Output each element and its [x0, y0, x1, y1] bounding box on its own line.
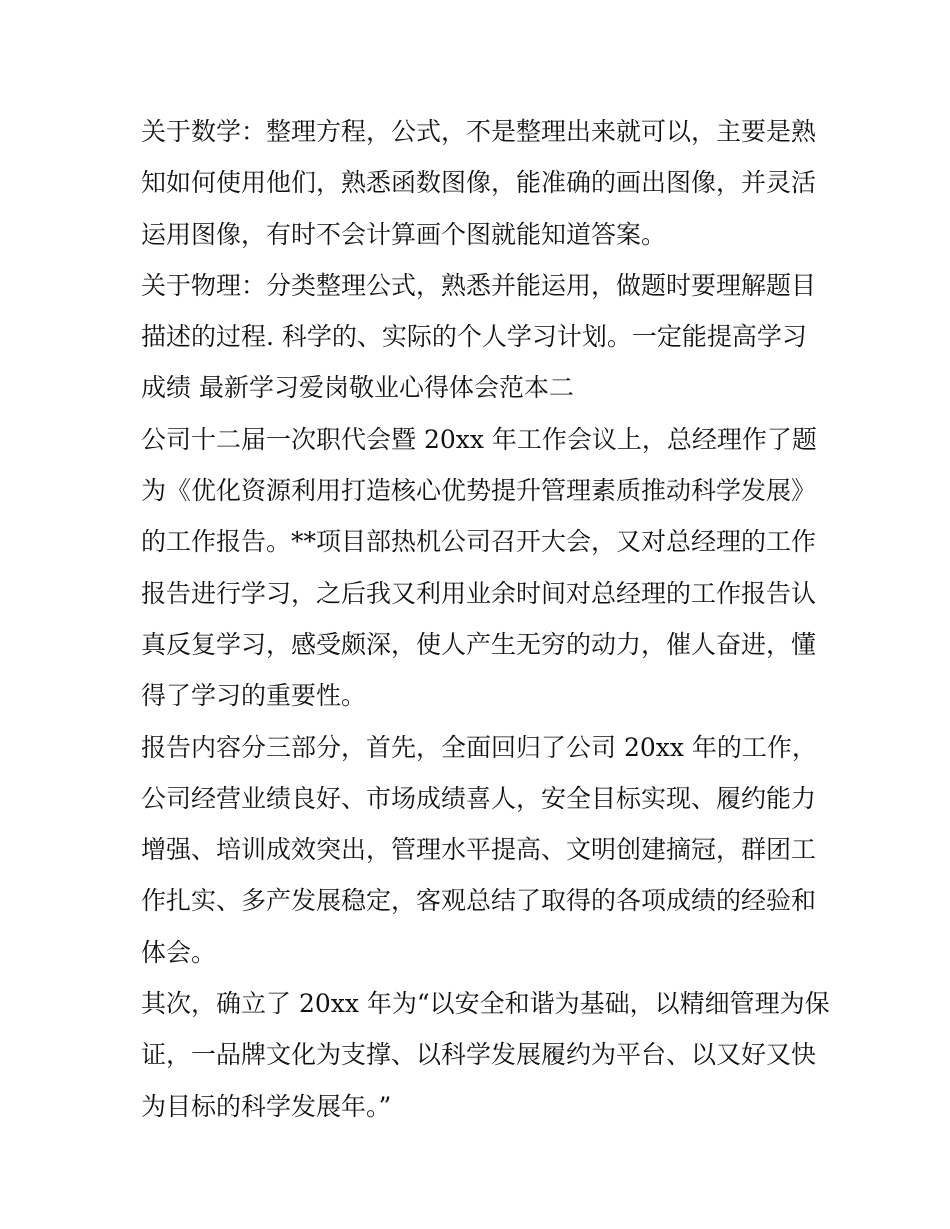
- text-line: 关于物理：分类整理公式，熟悉并能运用，做题时要理解题目: [141, 270, 817, 300]
- text-line: 知如何使用他们，熟悉函数图像，能准确的画出图像，并灵活: [141, 168, 817, 198]
- text-line: 增强、培训成效突出，管理水平提高、文明创建摘冠，群团工: [141, 835, 817, 865]
- text-line: 为《优化资源利用打造核心优势提升管理素质推动科学发展》: [141, 476, 817, 506]
- text-line: 公司经营业绩良好、市场成绩喜人，安全目标实现、履约能力: [141, 783, 817, 813]
- text-line: 运用图像，有时不会计算画个图就能知道答案。: [141, 219, 667, 249]
- text-line: 体会。: [141, 937, 217, 967]
- text-line: 证，一品牌文化为支撑、以科学发展履约为平台、以又好又快: [141, 1040, 817, 1070]
- text-line: 公司十二届一次职代会暨 20xx 年工作会议上，总经理作了题: [141, 424, 817, 454]
- text-line: 真反复学习，感受颇深，使人产生无穷的动力，催人奋进，懂: [141, 629, 817, 659]
- document-body: [141, 106, 830, 1132]
- text-line: 成绩 最新学习爱岗敬业心得体会范本二: [141, 373, 574, 403]
- text-line: 的工作报告。**项目部热机公司召开大会，又对总经理的工作: [141, 527, 817, 557]
- text-line: 报告进行学习，之后我又利用业余时间对总经理的工作报告认: [141, 578, 817, 608]
- text-line: 报告内容分三部分，首先，全面回归了公司 20xx 年的工作，: [141, 732, 817, 762]
- text-line: 作扎实、多产发展稳定，客观总结了取得的各项成绩的经验和: [141, 886, 817, 916]
- text-line: 其次，确立了 20xx 年为“以安全和谐为基础，以精细管理为保: [141, 989, 830, 1019]
- text-line: 描述的过程. 科学的、实际的个人学习计划。一定能提高学习: [141, 322, 807, 352]
- text-line: 为目标的科学发展年。”: [141, 1091, 392, 1121]
- text-line: 得了学习的重要性。: [141, 681, 367, 711]
- text-line: 关于数学：整理方程，公式，不是整理出来就可以，主要是熟: [141, 117, 817, 146]
